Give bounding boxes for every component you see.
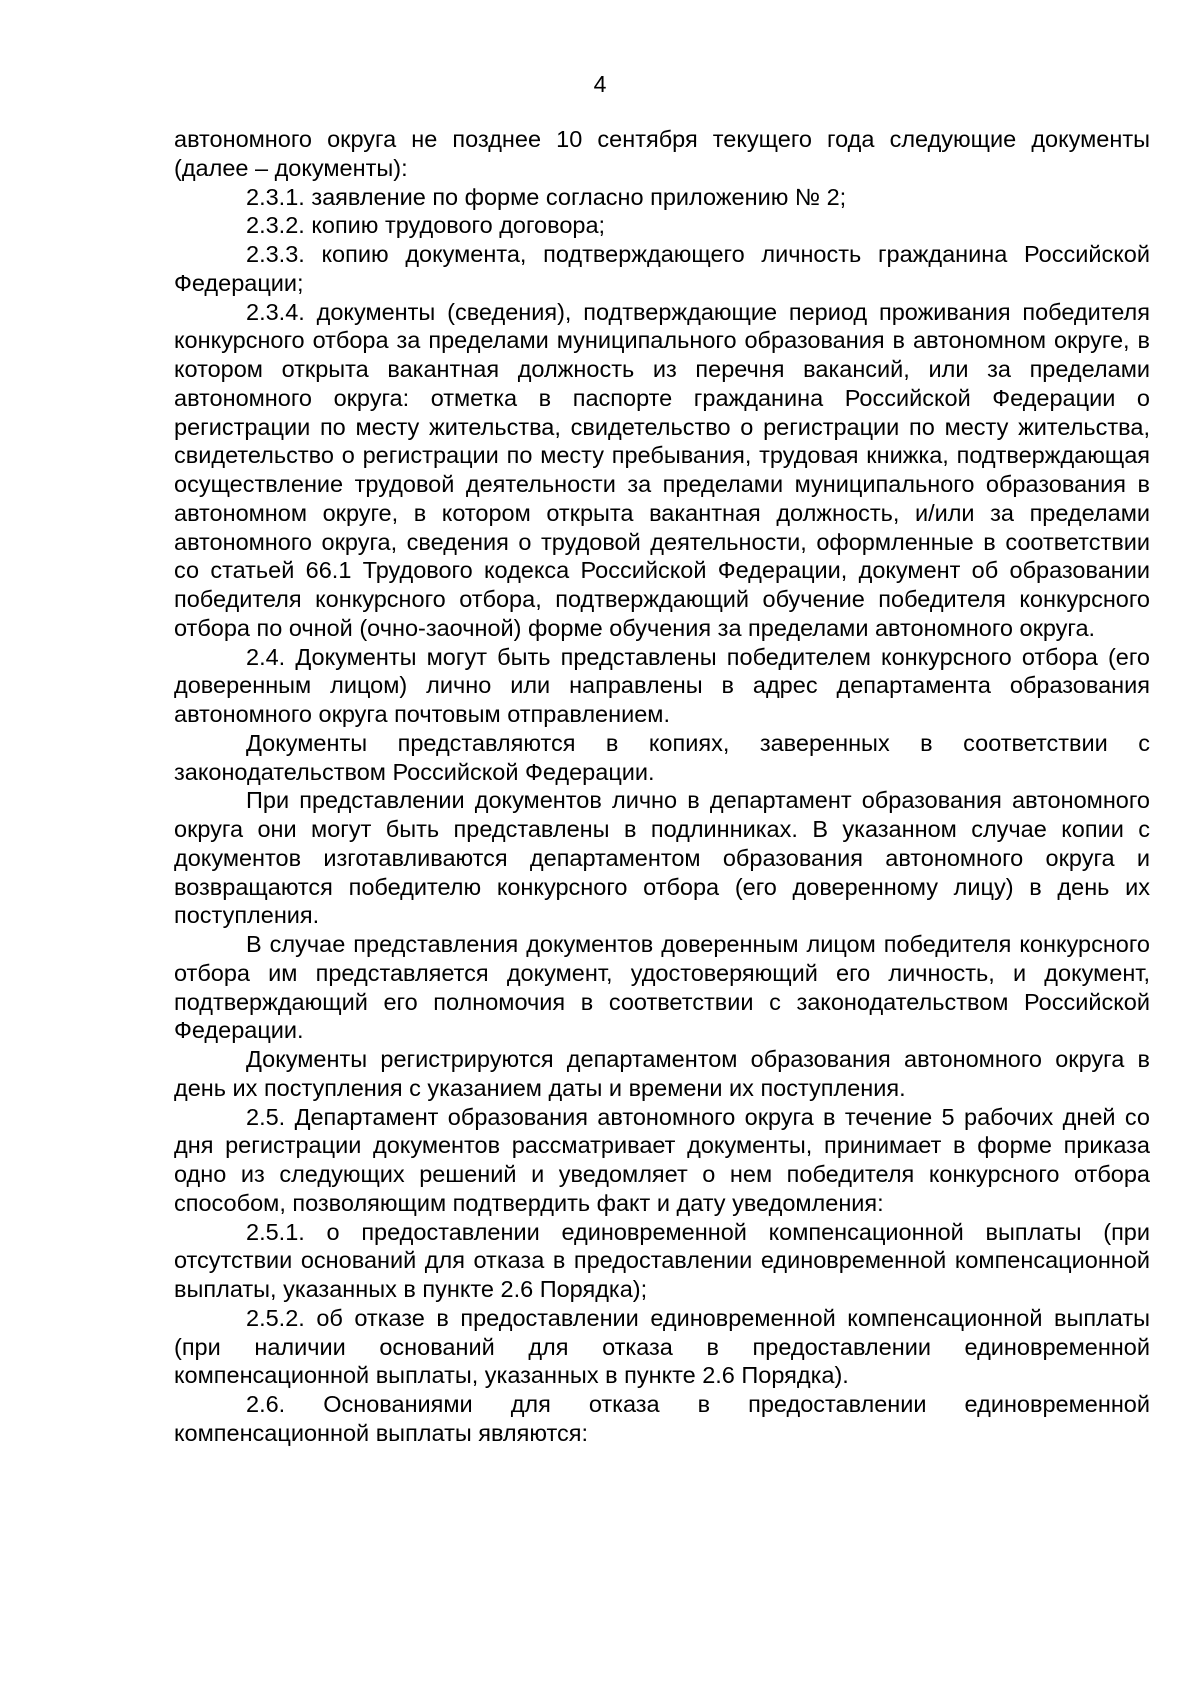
paragraph-2-3-1: 2.3.1. заявление по форме согласно приложению № 2; (246, 183, 847, 210)
paragraph-2-5: 2.5. Департамент образования автономного округа в течение 5 рабочих дней со дня регистрации документов рассматривает документы, принимает в форме приказа одно из следующих решений и уведомляет о нем победителя конкурсного отбора способом, позволяющим подтвердить факт и дату уведомления: (174, 1103, 1150, 1216)
document-body (174, 125, 1150, 1448)
paragraph-2-3-3: 2.3.3. копию документа, подтверждающего личность гражданина Российской Федерации; (174, 241, 1150, 296)
paragraph: Документы регистрируются департаментом образования автономного округа в день их поступления с указанием даты и времени их поступления. (174, 1046, 1150, 1101)
paragraph-2-3-4: 2.3.4. документы (сведения), подтверждающие период проживания победителя конкурсного отбора за пределами муниципального образования в автономном округе, в котором открыта вакантная должность из перечня вакансий, или за пределами автономного округа: отметка в паспорте гражданина Российской Федерации о регистрации по месту жительства, свидетельство о регистрации по месту жительства, свидетельство о регистрации по месту пребывания, трудовая книжка, подтверждающая осуществление трудовой деятельности за пределами муниципального образования в автономном округе, в котором открыта вакантная должность, и/или за пределами автономного округа, сведения о трудовой деятельности, оформленные в соответствии со статьей 66.1 Трудового кодекса Российской Федерации, документ об образовании победителя конкурсного отбора, подтверждающий обучение победителя конкурсного отбора по очной (очно-заочной) форме обучения за пределами автономного округа. (174, 298, 1150, 641)
paragraph-2-3-2: 2.3.2. копию трудового договора; (246, 212, 606, 239)
page-number: 4 (593, 71, 607, 97)
paragraph-2-5-2: 2.5.2. об отказе в предоставлении единовременной компенсационной выплаты (при наличии оснований для отказа в предоставлении единовременной компенсационной выплаты, указанных в пункте 2.6 Порядка). (174, 1304, 1150, 1389)
paragraph-2-4: 2.4. Документы могут быть представлены победителем конкурсного отбора (его доверенным лицом) лично или направлены в адрес департамента образования автономного округа почтовым отправлением. (174, 643, 1150, 727)
paragraph: Документы представляются в копиях, заверенных в соответствии с законодательством Российской Федерации. (174, 729, 1150, 785)
paragraph: При представлении документов лично в департамент образования автономного округа они могут быть представлены в подлинниках. В указанном случае копии с документов изготавливаются департаментом образования автономного округа и возвращаются победителю конкурсного отбора (его доверенному лицу) в день их поступления. (174, 787, 1150, 929)
paragraph-2-6: 2.6. Основаниями для отказа в предоставлении единовременной компенсационной выплаты являются: (174, 1391, 1150, 1446)
paragraph: автономного округа не позднее 10 сентября текущего года следующие документы (далее – документы): (174, 126, 1150, 181)
paragraph-2-5-1: 2.5.1. о предоставлении единовременной компенсационной выплаты (при отсутствии оснований для отказа в предоставлении единовременной компенсационной выплаты, указанных в пункте 2.6 Порядка); (174, 1218, 1150, 1302)
paragraph: В случае представления документов доверенным лицом победителя конкурсного отбора им представляется документ, удостоверяющий его личность, и документ, подтверждающий его полномочия в соответствии с законодательством Российской Федерации. (174, 931, 1150, 1044)
